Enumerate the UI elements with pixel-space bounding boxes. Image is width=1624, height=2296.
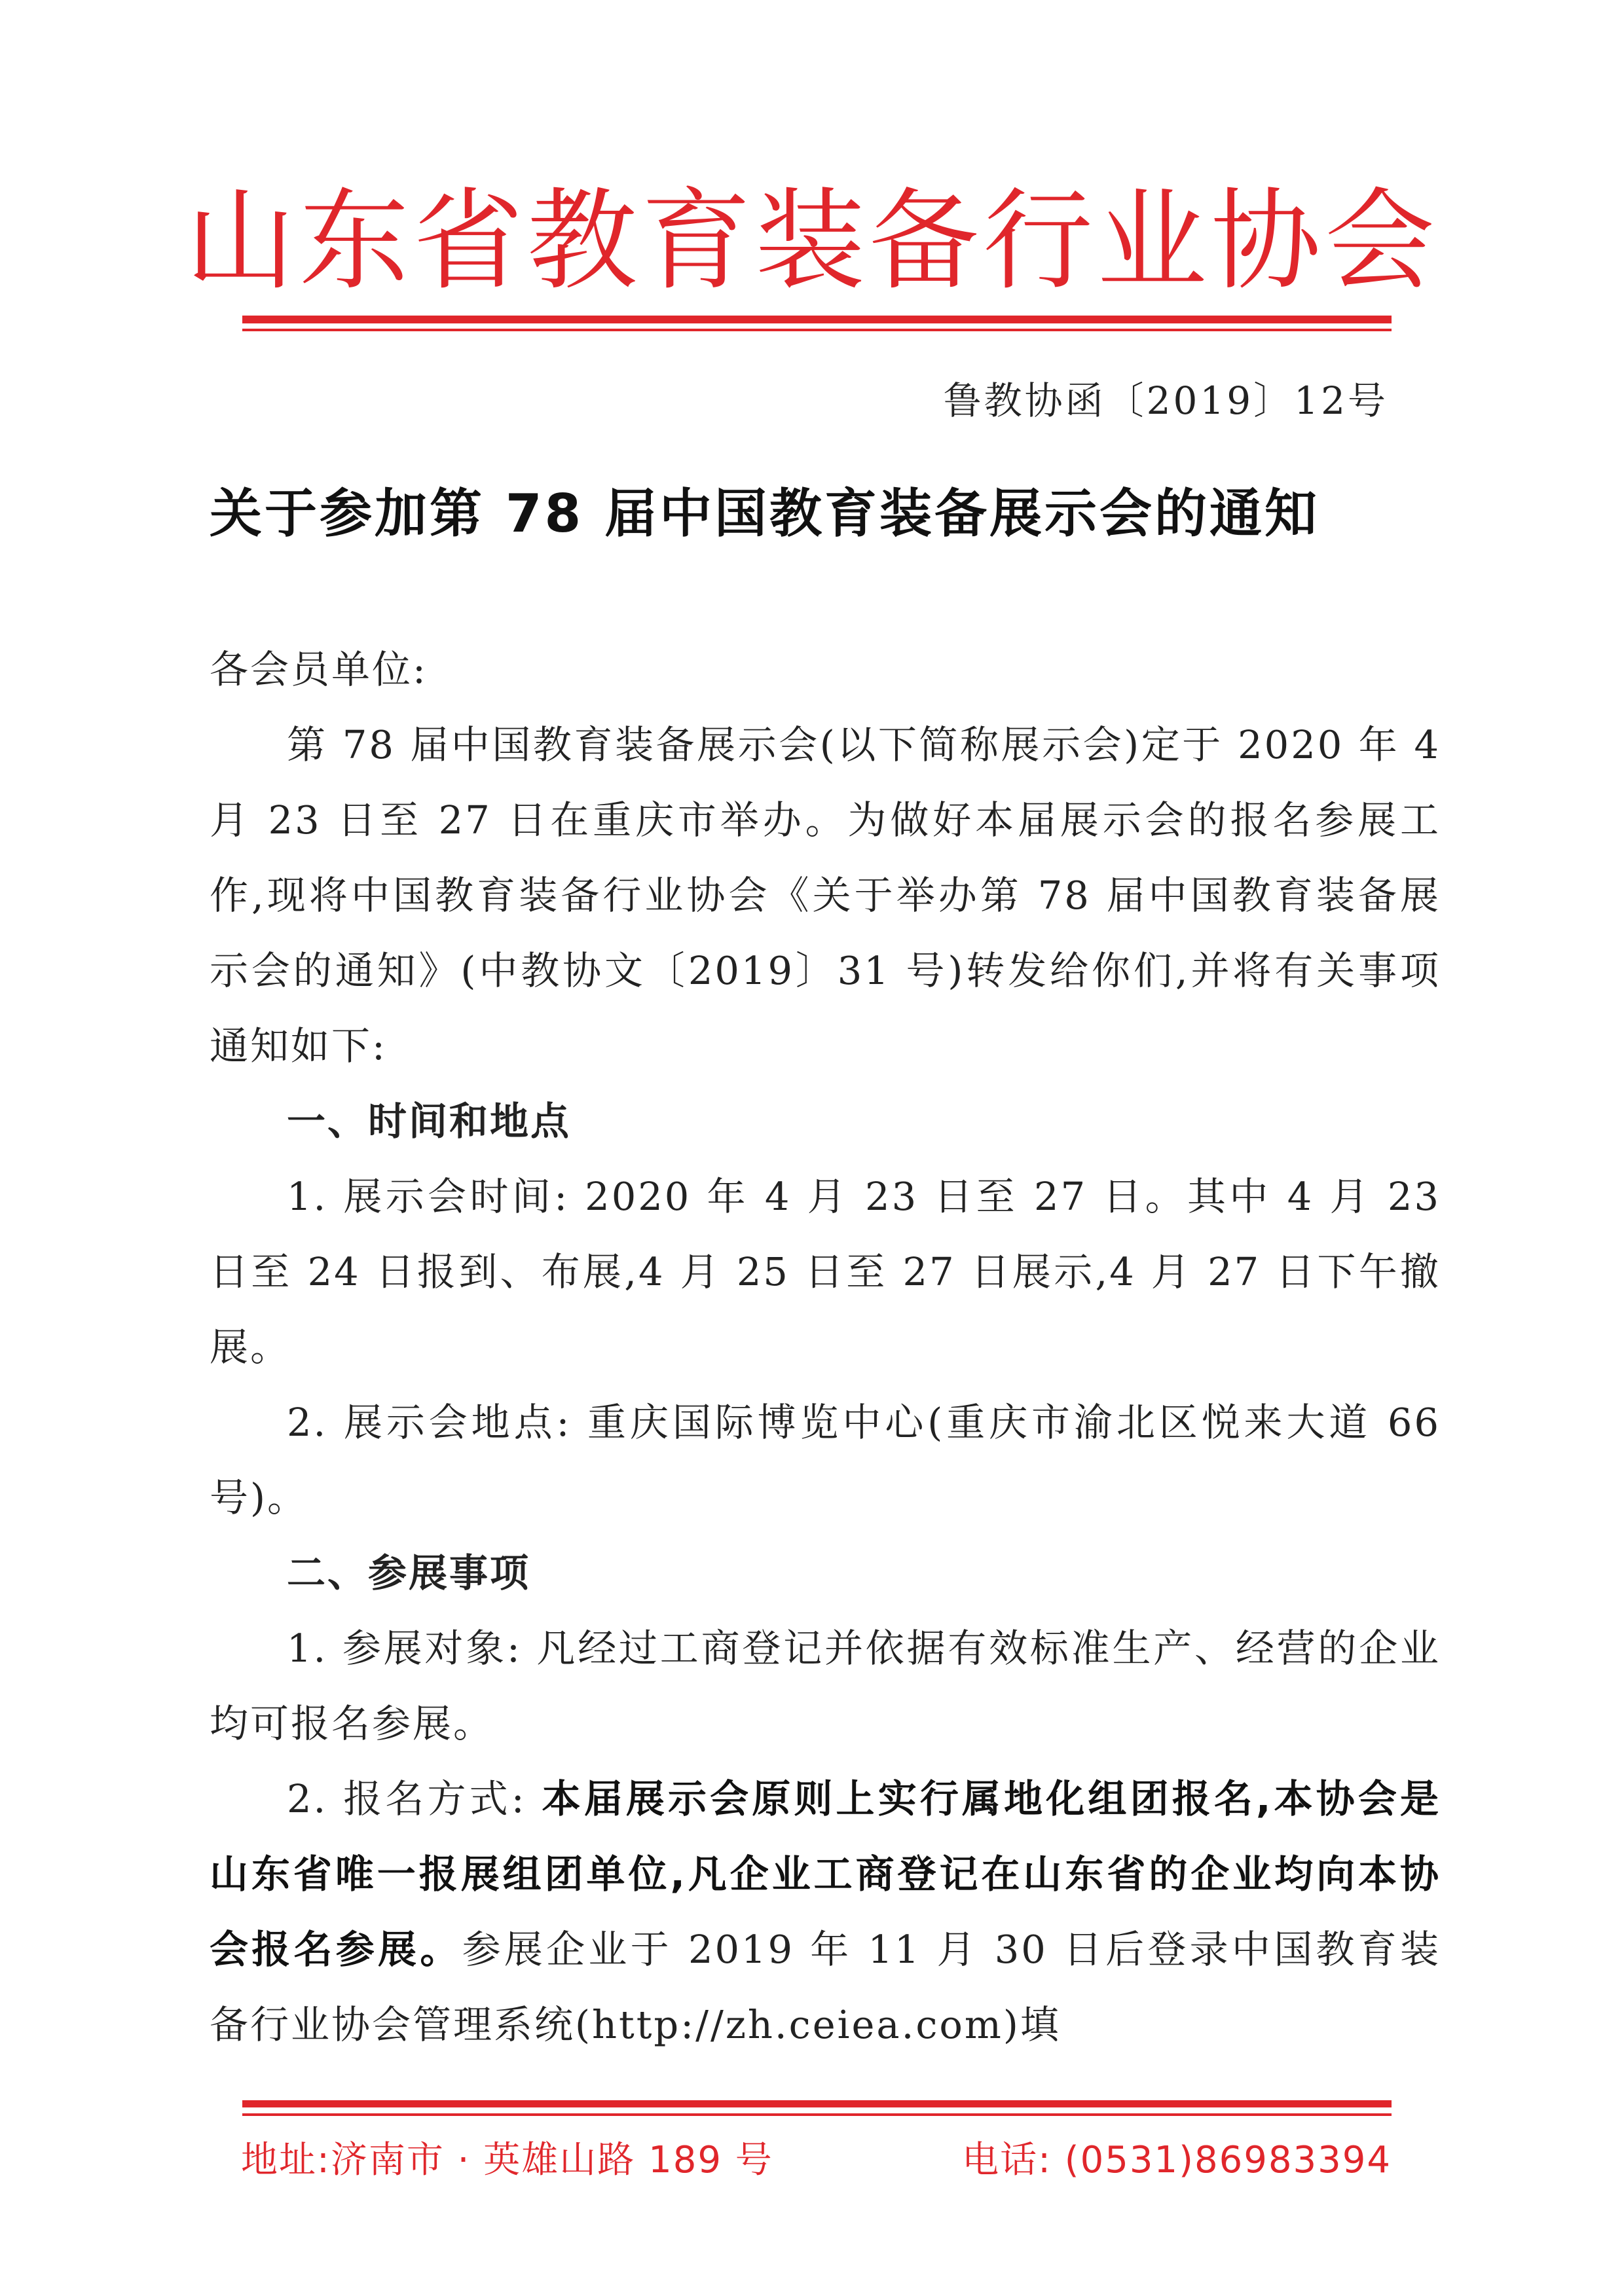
salutation: 各会员单位: xyxy=(210,647,428,692)
letterhead-rule-thick xyxy=(242,316,1392,323)
footer-address: 地址:济南市 · 英雄山路 189 号 xyxy=(241,2139,773,2181)
item-exhibition-venue: 2. 展示会地点: 重庆国际博览中心(重庆市渝北区悦来大道 66 号)。 xyxy=(210,1400,1441,1520)
letterhead-rule-thin xyxy=(242,329,1392,331)
footer-rule-thick xyxy=(242,2100,1392,2107)
section-heading-time-place: 一、时间和地点 xyxy=(287,1099,572,1144)
item-eligible-exhibitors: 1. 参展对象: 凡经过工商登记并依据有效标准生产、经营的企业均可报名参展。 xyxy=(210,1626,1441,1746)
document-title: 关于参加第 78 届中国教育装备展示会的通知 xyxy=(210,483,1320,544)
section-heading-participation: 二、参展事项 xyxy=(287,1550,531,1595)
intro-paragraph: 第 78 届中国教育装备展示会(以下简称展示会)定于 2020 年 4 月 23 日至 27 日在重庆市举办。为做好本届展示会的报名参展工作,现将中国教育装备行业协会《关于举办第 78 届中国教育装备展示会的通知》(中教协文〔2019〕31 号)转发给你们,并将有关事项通知如下: xyxy=(210,722,1441,1068)
letterhead-org-name: 山东省教育装备行业协会 xyxy=(185,177,1439,305)
document-body xyxy=(210,632,1441,2062)
item-registration-method xyxy=(210,1761,1441,2062)
registration-method-details: 参展企业于 2019 年 11 月 30 日后登录中国教育装备行业协会管理系统(http://zh.ceiea.com)填 xyxy=(210,1927,1441,2047)
registration-method-emphasis: 本届展示会原则上实行属地化组团报名,本协会是山东省唯一报展组团单位,凡企业工商登记在山东省的企业均向本协会报名参展。 xyxy=(210,1776,1441,1972)
registration-method-label: 2. 报名方式: xyxy=(287,1776,542,1821)
document-number: 鲁教协函〔2019〕12号 xyxy=(943,378,1388,423)
footer-rule-thin xyxy=(242,2113,1392,2116)
footer-phone: 电话: (0531)86983394 xyxy=(962,2139,1392,2181)
item-exhibition-time: 1. 展示会时间: 2020 年 4 月 23 日至 27 日。其中 4 月 23 日至 24 日报到、布展,4 月 25 日至 27 日展示,4 月 27 日下午撤展。 xyxy=(210,1174,1441,1370)
